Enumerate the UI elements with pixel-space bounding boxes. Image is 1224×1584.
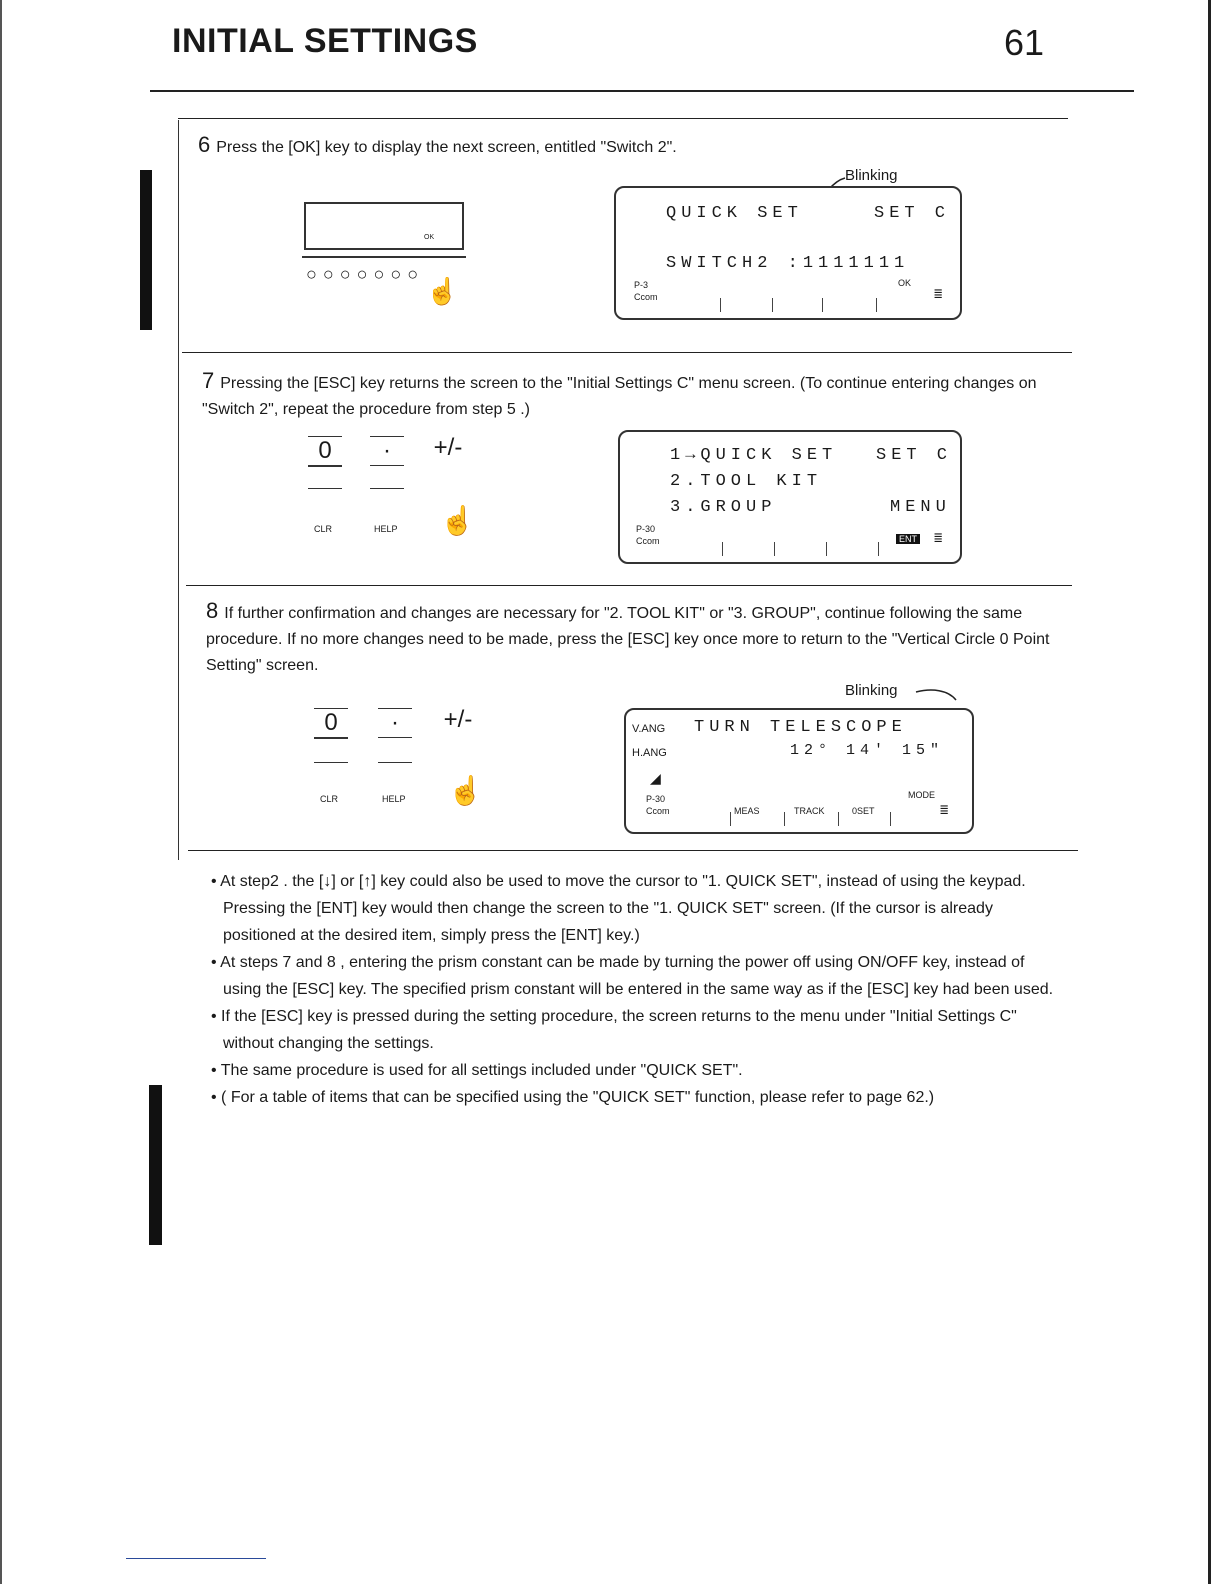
header-rule (150, 90, 1134, 92)
note-text: The same procedure is used for all settings included under "QUICK SET". (220, 1062, 743, 1079)
note-text: ( For a table of items that can be specified using the "QUICK SET" function, please refer to page 62.) (221, 1089, 935, 1106)
key-blank-2 (370, 488, 404, 489)
softkey-divider (730, 812, 731, 826)
note-text: If the [ESC] key is pressed during the setting procedure, the screen returns to the menu under "Initial Settings C" without changing the settings. (221, 1008, 1017, 1052)
lcd-c-label: Ccom (646, 806, 670, 816)
softkey-divider (838, 812, 839, 826)
softkey-divider (774, 542, 775, 556)
ent-softkey-label: ENT (896, 534, 920, 544)
note-item: • At step2 . the [↓] or [↑] key could also be used to move the cursor to "1. QUICK SET", instead of using the keypad. Pressing the [ENT] key would then change the screen to the "1. QUICK SET" screen. (If the cursor is already positioned at the desired item, simply press the [ENT] key.) (211, 873, 1026, 944)
step6-top-rule (178, 118, 1068, 119)
softkey-meas: MEAS (734, 806, 760, 816)
step-text: Press the [OK] key to display the next screen, entitled "Switch 2". (216, 139, 677, 156)
softkey-divider (890, 812, 891, 826)
softkey-divider (822, 298, 823, 312)
key-clr: CLR (314, 524, 333, 534)
softkey-divider (772, 298, 773, 312)
battery-icon: ≣ (934, 531, 948, 547)
keypad-step7 (300, 428, 490, 548)
lcd-ok-label: OK (898, 278, 912, 288)
lcd-screen-step8 (624, 708, 974, 834)
key-plus-minus: +/- (443, 706, 473, 733)
step-8 (206, 598, 1064, 679)
key-help: HELP (382, 794, 406, 804)
lcd-p-label: P-3 (634, 280, 649, 290)
lcd-screen-step7 (618, 430, 962, 564)
right-page-edge (1208, 0, 1211, 1584)
instrument-panel (296, 192, 470, 312)
step-7 (202, 368, 1062, 423)
signal-icon: ◢ (650, 770, 666, 790)
left-page-edge (0, 0, 2, 1584)
page-title: INITIAL SETTINGS (172, 22, 478, 60)
footer-rule (126, 1558, 266, 1559)
pointing-hand-icon: ☝ (440, 505, 475, 536)
step-6 (198, 132, 1058, 161)
lcd-line3: 3.GROUP (670, 498, 777, 517)
revision-bar-top (140, 170, 152, 330)
key-help: HELP (374, 524, 398, 534)
key-0: 0 (314, 708, 348, 739)
step-number: 7 (202, 368, 215, 393)
lcd-c-label: Ccom (636, 536, 660, 546)
step8-top-rule (186, 585, 1072, 586)
lcd-line1-right: SET C (876, 446, 953, 465)
panel-ok-label: OK (424, 234, 435, 241)
key-dot: · (370, 436, 404, 466)
lcd-p-label: P-30 (646, 794, 666, 804)
key-blank-2 (378, 762, 412, 763)
step-number: 6 (198, 132, 211, 157)
pointing-hand-icon: ☝ (426, 276, 459, 306)
lcd-screen-step6 (614, 186, 962, 320)
blinking-label: Blinking (845, 682, 898, 699)
revision-bar-bottom (149, 1085, 162, 1245)
note-text: At steps 7 and 8 , entering the prism constant can be made by turning the power off using ON/OFF key, instead of using the [ESC] key. The specified prism constant will be entered in the same way as if the [ESC] key had been used. (220, 954, 1054, 998)
key-plus-minus: +/- (433, 434, 463, 461)
panel-key-row (302, 256, 466, 258)
lcd-hang-label: H.ANG (632, 747, 667, 759)
lcd-line1: 1→QUICK SET (670, 446, 838, 465)
blinking-label: Blinking (845, 167, 898, 184)
key-dot: · (378, 708, 412, 738)
panel-display (304, 202, 464, 250)
keypad-step8 (306, 702, 496, 822)
notes-list (205, 868, 1065, 1111)
section-left-rule (178, 120, 179, 860)
lcd-p-label: P-30 (636, 524, 656, 534)
note-item: • If the [ESC] key is pressed during the setting procedure, the screen returns to the menu under "Initial Settings C" without changing the settings. (211, 1008, 1017, 1052)
step-number: 8 (206, 598, 219, 623)
softkey-divider (876, 298, 877, 312)
lcd-line1-right: SET C (874, 204, 951, 223)
note-item: • At steps 7 and 8 , entering the prism constant can be made by turning the power off using ON/OFF key, instead of using the [ESC] key. The specified prism constant will be entered in the same way as if the [ESC] key had been used. (211, 954, 1054, 998)
lcd-line2: SWITCH2 :1111111 (666, 254, 910, 273)
page-number: 61 (1004, 22, 1045, 63)
lcd-vang-label: V.ANG (632, 723, 666, 735)
battery-icon: ≣ (940, 803, 954, 819)
lcd-line3-right: MENU (890, 498, 951, 517)
step8-bottom-rule (188, 850, 1078, 851)
key-blank-1 (308, 488, 342, 489)
softkey-0set: 0SET (852, 806, 875, 816)
lcd-line1: TURN TELESCOPE (694, 718, 907, 737)
step-text: Pressing the [ESC] key returns the screen to the "Initial Settings C" menu screen. (To continue entering changes on "Switch 2", repeat the procedure from step 5 .) (202, 375, 1037, 418)
note-text: At step2 . the [↓] or [↑] key could also be used to move the cursor to "1. QUICK SET", instead of using the keypad. Pressing the [ENT] key would then change the screen to the "1. QUICK SET" screen. (If the cursor is already positioned at the desired item, simply press the [ENT] key.) (220, 873, 1026, 944)
note-item: • The same procedure is used for all settings included under "QUICK SET". (211, 1062, 743, 1079)
softkey-divider (784, 812, 785, 826)
lcd-line2: 2.TOOL KIT (670, 472, 823, 491)
softkey-divider (826, 542, 827, 556)
step-text: If further confirmation and changes are necessary for "2. TOOL KIT" or "3. GROUP", continue following the same procedure. If no more changes need to be made, press the [ESC] key once more to return to the "Vertical Circle 0 Point Setting" screen. (206, 605, 1050, 674)
key-blank-1 (314, 762, 348, 763)
softkey-divider (878, 542, 879, 556)
pointing-hand-icon: ☝ (448, 775, 483, 806)
softkey-divider (722, 542, 723, 556)
step7-top-rule (182, 352, 1072, 353)
lcd-mode-label: MODE (908, 790, 935, 800)
softkey-track: TRACK (794, 806, 825, 816)
key-0: 0 (308, 436, 342, 467)
lcd-c-label: Ccom (634, 292, 658, 302)
lcd-line2: 12° 14' 15" (790, 742, 945, 759)
softkey-divider (720, 298, 721, 312)
lcd-line1: QUICK SET (666, 204, 803, 223)
key-clr: CLR (320, 794, 339, 804)
panel-buttons: ○○○○○○○ (306, 264, 425, 284)
battery-icon: ≣ (934, 287, 948, 303)
note-item: • ( For a table of items that can be specified using the "QUICK SET" function, please refer to page 62.) (211, 1089, 935, 1106)
